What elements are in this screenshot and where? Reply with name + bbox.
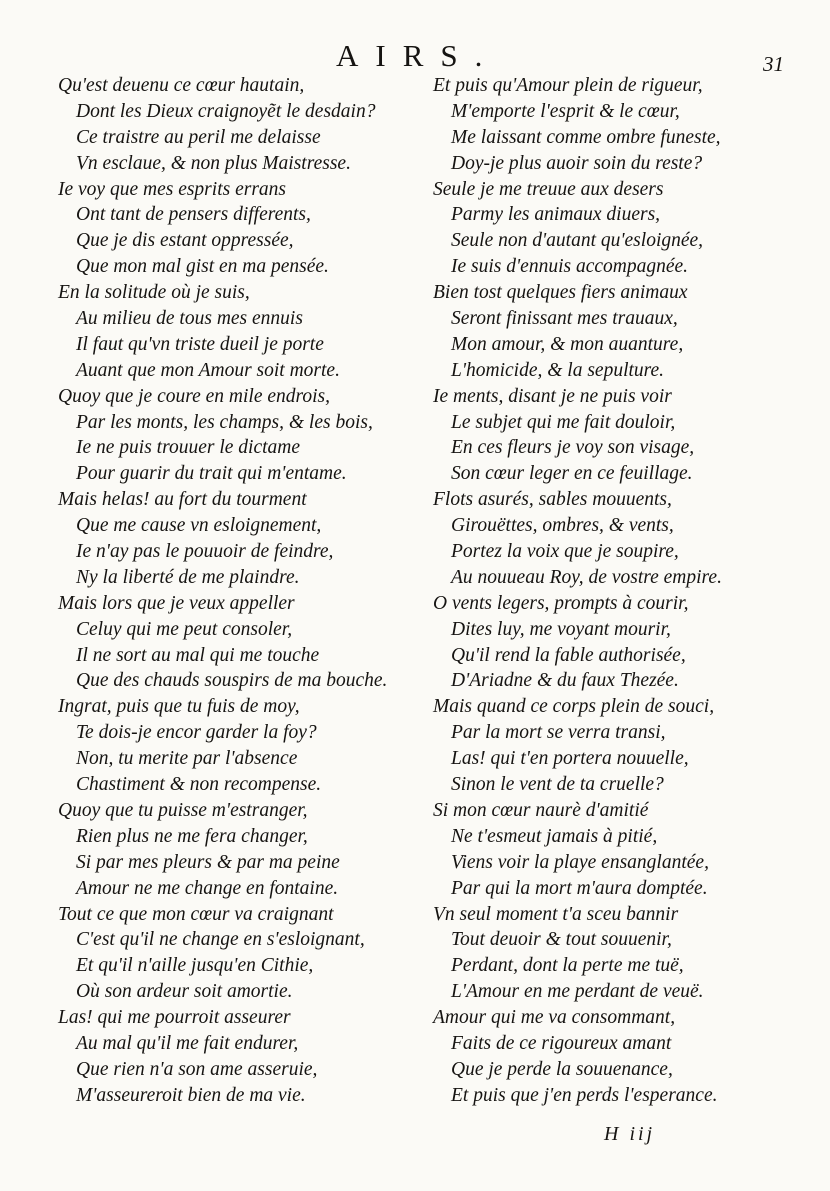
verse-line: Sinon le vent de ta cruelle? [451,774,664,796]
verse-line: Il ne sort au mal qui me touche [76,644,320,666]
verse-line: Ie suis d'ennuis accompagnée. [451,256,689,278]
verse-line: Par la mort se verra transi, [451,722,666,744]
verse-line: Doy-je plus auoir soin du reste? [451,152,703,174]
verse-line: Mais quand ce corps plein de souci, [433,696,715,718]
verse-line: Rien plus ne me fera changer, [76,825,308,847]
verse-line: Ne t'esmeut jamais à pitié, [451,825,658,847]
verse-line: L'homicide, & la sepulture. [451,359,665,381]
verse-line: Las! qui t'en portera nouuelle, [451,748,689,770]
verse-line: Ie n'ay pas le pouuoir de feindre, [76,541,334,563]
verse-line: Et puis qu'Amour plein de rigueur, [433,75,703,96]
verse-line: Amour qui me va consommant, [433,1007,676,1029]
verse-line: M'asseureroit bien de ma vie. [76,1084,306,1106]
verse-line: En la solitude où je suis, [58,282,250,304]
signature-mark: H iij [604,1123,656,1145]
verse-line: Que rien n'a son ame asseruie, [76,1058,318,1080]
verse-line: Perdant, dont la perte me tuë, [451,955,684,977]
verse-line: Ie ne puis trouuer le dictame [76,437,301,459]
verse-line: Ingrat, puis que tu fuis de moy, [58,696,300,718]
verse-line: L'Amour en me perdant de veuë. [451,981,704,1003]
verse-line: Vn esclaue, & non plus Maistresse. [76,152,351,174]
verse-line: Tout deuoir & tout souuenir, [451,929,672,951]
verse-line: C'est qu'il ne change en s'esloignant, [76,929,365,951]
verse-line: O vents legers, prompts à courir, [433,592,689,614]
verse-line: Et qu'il n'aille jusqu'en Cithie, [76,955,314,977]
verse-line: Girouëttes, ombres, & vents, [451,515,674,537]
verse-line: Par les monts, les champs, & les bois, [76,411,373,433]
verse-line: Que des chauds souspirs de ma bouche. [76,670,388,692]
verse-line: Que je perde la souuenance, [451,1058,673,1080]
verse-line: Mon amour, & mon auanture, [451,333,684,355]
running-title: AIRS. [336,38,500,73]
verse-line: Que me cause vn esloignement, [76,515,322,537]
verse-line: Qu'est deuenu ce cœur hautain, [58,75,305,96]
verse-line: Celuy qui me peut consoler, [76,618,293,640]
verse-line: Me laissant comme ombre funeste, [451,126,721,148]
verse-line: Au milieu de tous mes ennuis [76,308,303,330]
verse-line: Si mon cœur naurè d'amitié [433,799,649,821]
verse-line: Bien tost quelques fiers animaux [433,282,688,304]
verse-line: Tout ce que mon cœur va craignant [58,903,334,925]
verse-line: Il faut qu'vn triste dueil je porte [76,333,324,355]
page-number: 31 [763,52,784,76]
verse-line: Mais helas! au fort du tourment [58,489,307,511]
verse-line: Seule je me treuue aux desers [433,178,664,200]
verse-line: Que mon mal gist en ma pensée. [76,256,329,278]
verse-line: Portez la voix que je soupire, [451,541,679,563]
verse-line: Ie voy que mes esprits errans [58,178,286,200]
left-column [58,73,453,1109]
verse-line: Ie ments, disant je ne puis voir [433,385,672,407]
verse-line: Seront finissant mes trauaux, [451,308,678,330]
verse-line: Ny la liberté de me plaindre. [76,566,300,588]
verse-line: Chastiment & non recompense. [76,774,322,796]
verse-line: Pour guarir du trait qui m'entame. [76,463,347,485]
verse-line: Auant que mon Amour soit morte. [76,359,340,381]
verse-line: Las! qui me pourroit asseurer [58,1007,291,1029]
verse-line: Parmy les animaux diuers, [451,204,661,226]
verse-line: Au mal qu'il me fait endurer, [76,1032,299,1054]
verse-line: Au nouueau Roy, de vostre empire. [451,566,722,588]
verse-line: Non, tu merite par l'absence [76,748,298,770]
verse-line: Par qui la mort m'aura domptée. [451,877,708,899]
verse-line: Viens voir la playe ensanglantée, [451,851,709,873]
verse-line: Le subjet qui me fait douloir, [451,411,676,433]
verse-line: Et puis que j'en perds l'esperance. [451,1084,718,1106]
verse-line: Amour ne me change en fontaine. [76,877,339,899]
verse-line: Mais lors que je veux appeller [58,592,295,614]
verse-line: Te dois-je encor garder la foy? [76,722,317,744]
verse-line: Seule non d'autant qu'esloignée, [451,230,704,252]
verse-line: Faits de ce rigoureux amant [451,1032,672,1054]
verse-line: Ont tant de pensers differents, [76,204,311,226]
verse-line: Dites luy, me voyant mourir, [451,618,671,640]
verse-line: Qu'il rend la fable authorisée, [451,644,686,666]
verse-line: Flots asurés, sables mouuents, [433,489,672,511]
verse-line: Vn seul moment t'a sceu bannir [433,903,679,925]
verse-line: Quoy que tu puisse m'estranger, [58,799,308,821]
verse-line: Quoy que je coure en mile endrois, [58,385,331,407]
verse-line: En ces fleurs je voy son visage, [451,437,695,459]
verse-line: Que je dis estant oppressée, [76,230,294,252]
verse-line: D'Ariadne & du faux Thezée. [451,670,679,692]
verse-line: Dont les Dieux craignoyẽt le desdain? [76,100,376,122]
right-column [433,73,828,1109]
verse-line: Ce traistre au peril me delaisse [76,126,321,148]
verse-line: M'emporte l'esprit & le cœur, [451,100,680,122]
verse-line: Son cœur leger en ce feuillage. [451,463,693,485]
verse-line: Où son ardeur soit amortie. [76,981,293,1003]
verse-line: Si par mes pleurs & par ma peine [76,851,340,873]
